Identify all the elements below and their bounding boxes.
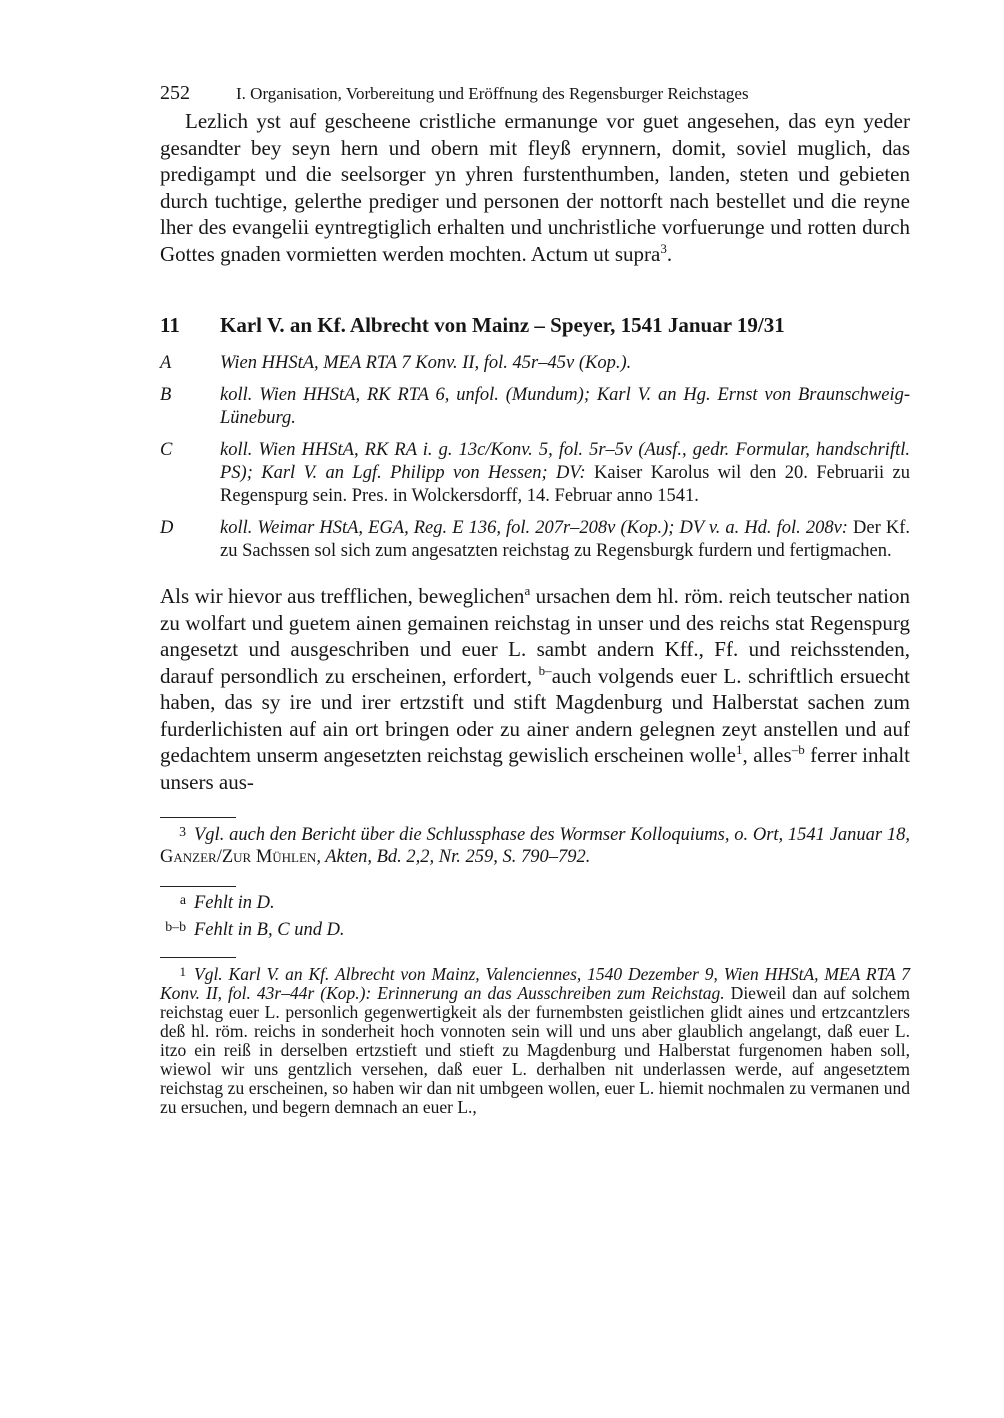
footnote-text: Vgl. auch den Bericht über die Schlussphase des Wormser Kolloquiums, o. Ort, 1541 Januar 18, [194, 825, 910, 845]
witness-a [160, 352, 910, 375]
main-text-part: Als wir hievor aus trefflichen, beweglichen [160, 584, 525, 608]
witness-dorsal-text: Kaiser Karolus wil den 20. Februarii zu Regenspurg sein. Pres. in Wolckersdorff, 14. Februar anno 1541. [220, 463, 910, 506]
witness-sigil: B [160, 385, 172, 405]
variant-note-a [160, 890, 910, 914]
footnote-text: Dieweil dan auf solchem reichstag euer L. personlich gegenwertigkeit als der furnembsten geistlichen glidt aines und ertzcantzlers deß hl. röm. reichs in sonderheit hoch vonnoten sein will und uns aber glaublich angelangt, daß euer L. itzo ein reiß in derselben ertzstieft und stieft zu Magdenburg und Halberstat furgenomen haben soll, wiewol wir uns gentzlich versehen, daß euer L. derhalben nit underlassen werde, auf angesetztem reichstag zu erscheinen, so haben wir dan nit umbgeen wollen, euer L. hiemit nochmalen zu vermanen und zu ersuchen, und begern demnach an euer L., [160, 983, 911, 1117]
page-header [160, 74, 910, 108]
witness-sigil: D [160, 518, 174, 538]
footnote-rule [160, 957, 236, 958]
variant-text: Fehlt in B, C und D. [194, 920, 345, 940]
witness-source: koll. Weimar HStA, EGA, Reg. E 136, fol. 207r–208v (Kop.); DV v. a. Hd. fol. 208v: [220, 518, 848, 538]
witness-d [160, 517, 910, 563]
variant-mark: b–b [165, 920, 186, 935]
section-heading [160, 313, 910, 343]
witness-source: koll. Wien HHStA, RK RTA 6, unfol. (Mundum); Karl V. an Hg. Ernst von Braunschweig-Lüneburg. [220, 385, 910, 428]
section-title: Karl V. an Kf. Albrecht von Mainz – Speyer, 1541 Januar 19/31 [220, 313, 785, 337]
main-text-part: , alles [742, 743, 792, 767]
witness-c [160, 439, 910, 508]
footnote-1 [160, 962, 910, 1117]
variant-rule [160, 886, 236, 887]
main-text-part: ferrer inhalt unsers aus- [160, 743, 910, 794]
variant-text: Fehlt in D. [194, 893, 275, 913]
main-text-part: ursachen dem hl. röm. reich teutscher nation zu wolfart und guetem ainen gemainen reichstag in unser und des reichs stat Regenspurg angesetzt und ausgeschriben und euer L. sambt andern Kff., Ff. und reichsstenden, darauf persondlich zu erscheinen, erfordert, [160, 584, 910, 688]
footnote-number: 3 [179, 825, 186, 840]
witness-sigil: C [160, 440, 173, 460]
witness-list [160, 352, 910, 563]
footnote-text: Vgl. Karl V. an Kf. Albrecht von Mainz, Valenciennes, 1540 Dezember 9, Wien HHStA, MEA RTA 7 Konv. II, fol. 43r–44r (Kop.): Erinnerung an das Ausschreiben zum Reichstag. [160, 964, 910, 1003]
footnote-ref-3[interactable]: 3 [660, 240, 667, 256]
variant-ref-a[interactable]: a [524, 583, 531, 598]
intro-text: Lezlich yst auf gescheene cristliche ermanunge vor guet angesehen, das eyn yeder gesandter bey seyn hern und obern mit fleyß erynnern, domit, soviel muglich, das predigampt und die seelsorger yn yhren furstenthumben, landen, steten und gebieten durch tuchtige, gelerthe prediger und personen der nottorft nach bestellet und die reyne lher des evangelii eyntregtiglich erhalten und unchristliche vorfuerunge und rotten durch Gottes gnaden vormietten werden mochten. Actum ut supra [160, 109, 910, 266]
witness-sigil: A [160, 353, 172, 373]
variant-note-b [160, 917, 910, 941]
witness-dorsal-text: Der Kf. zu Sachssen sol sich zum angesatzten reichstag zu Regensburgk furdern und fertigmachen. [220, 518, 910, 561]
intro-end: . [666, 241, 673, 266]
intro-paragraph [160, 108, 910, 267]
running-head: I. Organisation, Vorbereitung und Eröffnung des Regensburger Reichstages [236, 84, 749, 103]
section-number: 11 [160, 313, 180, 337]
variant-mark: a [179, 893, 186, 908]
main-text [160, 583, 910, 795]
footnote-author: Ganzer/Zur Mühlen [160, 847, 317, 867]
footnote-number: 1 [179, 964, 186, 979]
footnote-ref-1[interactable]: 1 [736, 742, 743, 757]
page-number: 252 [160, 82, 190, 104]
variant-ref-b-open[interactable]: b– [538, 662, 552, 678]
footnote-3 [160, 822, 910, 868]
footnote-text: , Akten, Bd. 2,2, Nr. 259, S. 790–792. [316, 847, 591, 867]
witness-source: Wien HHStA, MEA RTA 7 Konv. II, fol. 45r–45v (Kop.). [220, 353, 632, 373]
document-page [160, 74, 910, 1117]
footnote-rule [160, 817, 236, 818]
main-text-part: auch volgends euer L. schriftlich ersuecht haben, das sy ire und irer ertzstift und stift Magdenburg und Halberstat sachen zum furderlichisten auf ain ort bringen oder zu ainer andern gelegnen zeyt anstellen und auf gedachtem unserm angesetzten reichstag gewislich erscheinen wolle [160, 663, 910, 767]
witness-b [160, 384, 910, 430]
witness-source: koll. Wien HHStA, RK RA i. g. 13c/Konv. 5, fol. 5r–5v (Ausf., gedr. Formular, handschriftl. PS); Karl V. an Lgf. Philipp von Hessen; DV: [220, 440, 910, 483]
variant-ref-b-close[interactable]: –b [791, 742, 805, 757]
